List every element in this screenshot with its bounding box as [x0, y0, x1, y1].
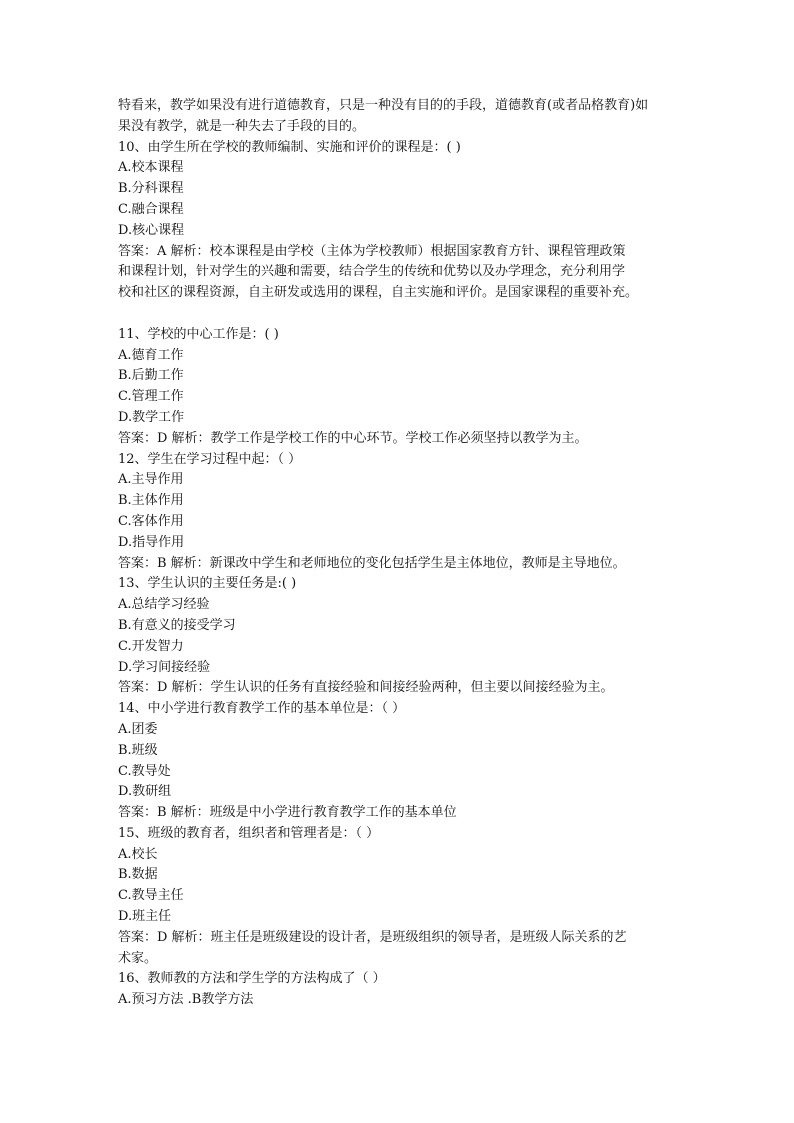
- question-block: [118, 138, 708, 325]
- question-block: [118, 325, 708, 450]
- answer-option: A.主导作用: [118, 472, 184, 488]
- document-page: [118, 96, 708, 1011]
- answer-option: B.数据: [118, 867, 158, 883]
- answer-option: A.德育工作: [118, 347, 184, 363]
- answer-option: C.教导主任: [118, 888, 184, 904]
- answer-option: C.开发智力: [118, 638, 184, 654]
- question-stem: 10、由学生所在学校的教师编制、实施和评价的课程是：( ): [118, 139, 461, 155]
- question-block: [118, 699, 708, 824]
- question-stem: 14、中小学进行教育教学工作的基本单位是：（ ）: [118, 701, 406, 717]
- answer-option: A.总结学习经验: [118, 597, 210, 613]
- answer-option: A.团委: [118, 721, 158, 737]
- answer-option: B.班级: [118, 742, 158, 758]
- answer-option: D.班主任: [118, 909, 172, 925]
- intro-paragraph: [118, 96, 708, 138]
- question-block: [118, 450, 708, 575]
- answer-option: C.教导处: [118, 763, 171, 779]
- answer-option: A.预习方法 .B教学方法: [118, 992, 254, 1008]
- answer-explanation-line: 答案：D 解析：学生认识的任务有直接经验和间接经验两种，但主要以间接经验为主。: [118, 680, 614, 696]
- answer-option: D.核心课程: [118, 222, 185, 238]
- answer-option: B.有意义的接受学习: [118, 617, 236, 633]
- question-stem: 11、学校的中心工作是：( ): [118, 326, 279, 342]
- answer-option: C.客体作用: [118, 513, 184, 529]
- question-list: [118, 138, 708, 1011]
- blank-line: [118, 304, 708, 325]
- answer-explanation-line: 答案：D 解析：教学工作是学校工作的中心环节。学校工作必须坚持以教学为主。: [118, 430, 588, 446]
- answer-explanation-line: 校和社区的课程资源，自主研发或选用的课程，自主实施和评价。是国家课程的重要补充。: [118, 285, 639, 301]
- answer-option: D.教学工作: [118, 409, 185, 425]
- answer-option: D.教研组: [118, 784, 172, 800]
- answer-option: C.管理工作: [118, 389, 184, 405]
- question-stem: 16、教师教的方法和学生学的方法构成了（ ）: [118, 971, 386, 987]
- answer-option: B.后勤工作: [118, 368, 184, 384]
- intro-line: 果没有教学，就是一种失去了手段的目的。: [118, 118, 366, 134]
- answer-explanation-line: 术家。: [118, 950, 158, 966]
- answer-explanation-line: 答案：D 解析：班主任是班级建设的设计者，是班级组织的领导者，是班级人际关系的艺: [118, 929, 627, 945]
- question-stem: 12、学生在学习过程中起：（ ）: [118, 451, 302, 467]
- question-block: [118, 969, 708, 1011]
- question-block: [118, 824, 708, 970]
- answer-explanation-line: 答案：B 解析：班级是中小学进行教育教学工作的基本单位: [118, 805, 457, 821]
- question-stem: 15、班级的教育者，组织者和管理者是：（ ）: [118, 825, 380, 841]
- answer-option: B.主体作用: [118, 493, 184, 509]
- answer-explanation-line: 答案：A 解析：校本课程是由学校（主体为学校教师）根据国家教育方针、课程管理政策: [118, 243, 626, 259]
- answer-option: B.分科课程: [118, 181, 184, 197]
- answer-option: C.融合课程: [118, 201, 184, 217]
- answer-option: D.指导作用: [118, 534, 185, 550]
- intro-line: 特看来，教学如果没有进行道德教育，只是一种没有目的的手段，道德教育(或者品格教育)如: [118, 98, 649, 113]
- question-block: [118, 574, 708, 699]
- answer-explanation-line: 和课程计划，针对学生的兴趣和需要，结合学生的传统和优势以及办学理念，充分利用学: [118, 264, 626, 280]
- question-stem: 13、学生认识的主要任务是:( ): [118, 576, 297, 592]
- answer-explanation-line: 答案：B 解析：新课改中学生和老师地位的变化包括学生是主体地位，教师是主导地位。: [118, 555, 626, 571]
- answer-option: A.校长: [118, 846, 158, 862]
- answer-option: D.学习间接经验: [118, 659, 211, 675]
- answer-option: A.校本课程: [118, 160, 184, 176]
